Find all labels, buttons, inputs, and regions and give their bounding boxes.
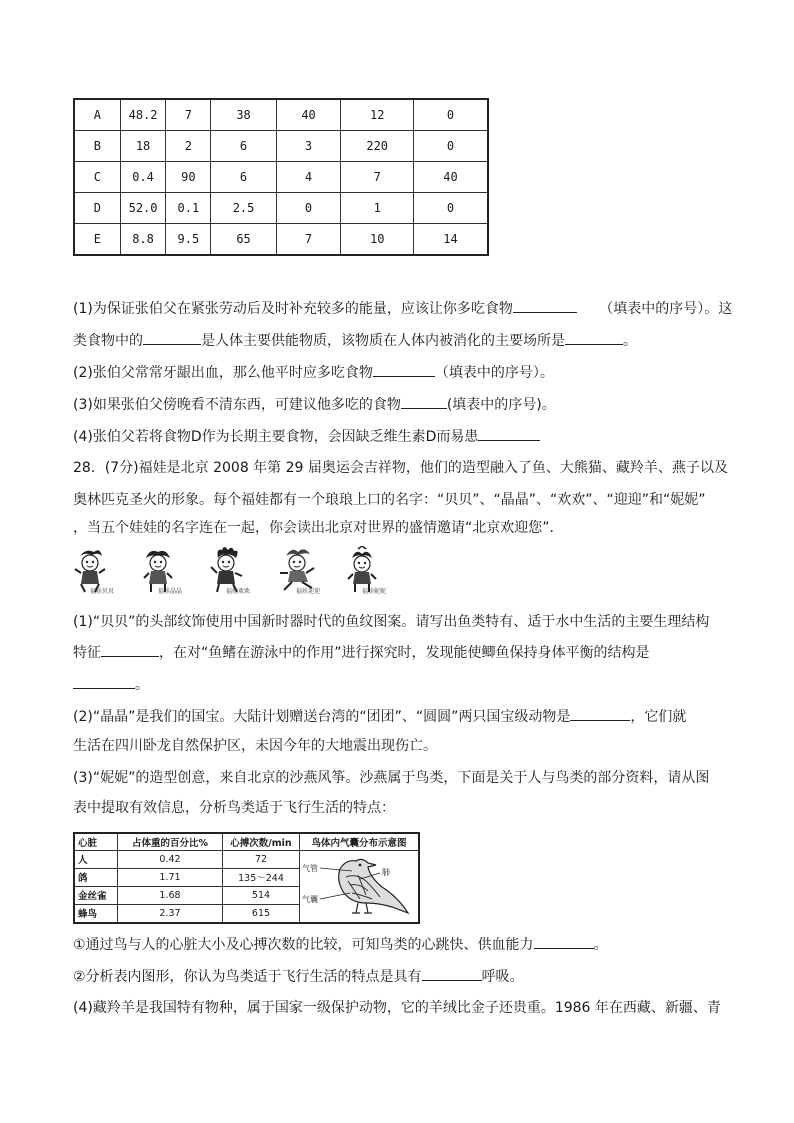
q28-item4-line1: (4)藏羚羊是我国特有物种，属于国家一级保护动物，它的羊绒比金子还贵重。1986 年在西藏、新疆、青 [73,1000,721,1016]
diagram-label-trachea: 气管 [302,864,318,873]
table-cell: 90 [166,162,211,193]
table-cell: 6 [211,131,276,162]
table-cell: 14 [414,224,488,256]
table-cell: 65 [211,224,276,256]
q27-item1-text: (1)为保证张伯父在紧张劳动后及时补充较多的能量，应该让你多吃食物 [73,301,513,317]
table-cell: 人 [74,851,118,869]
table-cell: 514 [223,886,300,904]
table-cell: 40 [414,162,488,193]
food-label-cell: B [74,131,120,162]
q27-item1-text: 类食物中的 [73,333,143,349]
table-row [74,99,488,131]
q27-item4 [73,426,540,447]
q28-item1-text: ，在对“鱼鳍在游泳中的作用”进行探究时，发现能使鲫鱼保持身体平衡的结构是 [159,645,650,661]
q28-item2-text: ，它们就 [630,709,687,725]
answer-blank[interactable] [101,642,159,657]
q27-item1-line1 [73,298,732,319]
table-cell: 0.1 [166,193,211,224]
table-cell: 6 [211,162,276,193]
table-row [74,131,488,162]
table-cell: 2 [166,131,211,162]
food-label-cell: A [74,99,120,131]
table-cell: 220 [341,131,414,162]
q28-item1-line2 [73,642,650,663]
fuwa-yingying-figure [278,546,336,596]
q27-item2 [73,362,554,383]
table-row [74,224,488,256]
table-header: 占体重的百分比% [118,833,223,851]
table-cell: 8.8 [120,224,166,256]
table-cell: 18 [120,131,166,162]
table-cell: 1.68 [118,886,223,904]
fuwa-caption: 福娃妮妮 [362,588,387,595]
air-sac-diagram-cell [300,851,420,924]
fuwa-huanhuan-figure [208,546,266,596]
table-cell: 615 [223,904,300,923]
answer-blank[interactable] [565,330,623,345]
table-cell: 0 [276,193,341,224]
q28-intro-line2: 奥林匹克圣火的形象。每个福娃都有一个琅琅上口的名字：“贝贝”、“晶晶”、“欢欢”、“迎迎”和“妮妮” [73,492,706,508]
q27-item2-text: （填表中的序号）。 [434,365,554,381]
table-cell: 38 [211,99,276,131]
answer-blank[interactable] [401,394,447,409]
q28-item3-sub2 [73,966,524,987]
answer-blank[interactable] [570,706,630,721]
q28-item3-sub1 [73,934,608,955]
fuwa-caption: 福娃晶晶 [158,588,183,595]
answer-blank[interactable] [73,674,135,689]
bird-air-sac-diagram [300,851,418,919]
table-cell: 7 [166,99,211,131]
table-cell: 4 [276,162,341,193]
q27-item1-text: 是人体主要供能物质，该物质在人体内被消化的主要场所是 [201,333,565,349]
q28-item1-line3 [73,674,149,695]
table-cell: 0.42 [118,851,223,869]
bird-heart-table [73,832,420,924]
diagram-label-airsac: 气囊 [302,895,318,904]
q28-item3-line1: (3)“妮妮”的造型创意，来自北京的沙燕风筝。沙燕属于鸟类，下面是关于人与鸟类的部分资料，请从图 [73,770,710,786]
q28-intro-line1: 28．(7分)福娃是北京 2008 年第 29 届奥运会吉祥物，他们的造型融入了鱼、大熊猫、藏羚羊、燕子以及 [73,460,728,476]
q28-sub1-text: 。 [593,937,608,953]
fuwa-caption: 福娃欢欢 [226,588,251,595]
q28-intro-line3: ，当五个娃娃的名字连在一起，你会读出北京对世界的盛情邀请“北京欢迎您”． [73,520,564,536]
q27-item4-text: (4)张伯父若将食物D作为长期主要食物，会因缺乏维生素D而易患 [73,429,479,445]
q27-item1-text: （填表中的序号）。这 [599,301,733,317]
answer-blank[interactable] [478,426,540,441]
table-cell: 0 [414,99,488,131]
food-label-cell: C [74,162,120,193]
q28-sub2-text: 呼吸。 [481,969,524,985]
fuwa-jingjing-figure [140,546,198,596]
table-cell: 48.2 [120,99,166,131]
fuwa-beibei-figure [72,546,130,596]
answer-blank[interactable] [373,362,435,377]
table-cell: 9.5 [166,224,211,256]
table-header: 心搏次数/min [223,833,300,851]
table-cell: 135～244 [223,868,300,886]
q27-item2-text: (2)张伯父常常牙龈出血，那么他平时应多吃食物 [73,365,373,381]
table-header: 鸟体内气囊分布示意图 [300,833,420,851]
table-cell: 7 [341,162,414,193]
food-label-cell: E [74,224,120,256]
table-cell: 72 [223,851,300,869]
diagram-label-lung: 肺 [382,868,390,877]
q27-item1-line2 [73,330,637,351]
q28-item1-line1: (1)“贝贝”的头部纹饰使用中国新时器时代的鱼纹图案。请写出鱼类特有、适于水中生活的主要生理结构 [73,614,710,630]
food-nutrition-table [73,98,489,256]
q28-item1-text: 特征 [73,645,101,661]
q27-item3 [73,394,556,415]
table-row [74,193,488,224]
fuwa-nini-figure [344,546,402,596]
q28-sub2-text: ②分析表内图形，你认为鸟类适于飞行生活的特点是具有 [73,969,422,985]
table-cell: 1 [341,193,414,224]
table-cell: 3 [276,131,341,162]
table-cell: 2.37 [118,904,223,923]
table-cell: 金丝雀 [74,886,118,904]
q28-sub1-text: ①通过鸟与人的心脏大小及心搏次数的比较，可知鸟类的心跳快、供血能力 [73,937,534,953]
q28-item2-line2: 生活在四川卧龙自然保护区，未因今年的大地震出现伤亡。 [73,738,437,754]
table-cell: 10 [341,224,414,256]
table-cell: 40 [276,99,341,131]
answer-blank[interactable] [422,966,482,981]
table-cell: 12 [341,99,414,131]
table-cell: 7 [276,224,341,256]
q27-item1-text: 。 [623,333,637,349]
q27-item3-text: (3)如果张伯父傍晚看不清东西，可建议他多吃的食物 [73,397,401,413]
fuwa-caption: 福娃迎迎 [296,588,321,595]
q27-item3-text: (填表中的序号)。 [446,397,556,413]
table-cell: 0 [414,193,488,224]
table-cell: 0 [414,131,488,162]
fuwa-mascots-image [72,546,387,596]
table-cell: 鸽 [74,868,118,886]
food-label-cell: D [74,193,120,224]
table-cell: 1.71 [118,868,223,886]
table-cell: 52.0 [120,193,166,224]
table-row [74,162,488,193]
q28-item2-text: (2)“晶晶”是我们的国宝。大陆计划赠送台湾的“团团”、“圆圆”两只国宝级动物是 [73,709,571,725]
table-cell: 2.5 [211,193,276,224]
table-cell: 蜂鸟 [74,904,118,923]
q28-item3-line2: 表中提取有效信息，分析鸟类适于飞行生活的特点： [73,800,395,816]
table-cell: 0.4 [120,162,166,193]
table-header: 心脏 [74,833,118,851]
q28-item1-text: 。 [135,677,149,693]
answer-blank[interactable] [534,934,594,949]
q28-item2-line1 [73,706,686,727]
answer-blank[interactable] [513,298,577,313]
answer-blank[interactable] [143,330,201,345]
fuwa-caption: 福娃贝贝 [90,588,115,595]
